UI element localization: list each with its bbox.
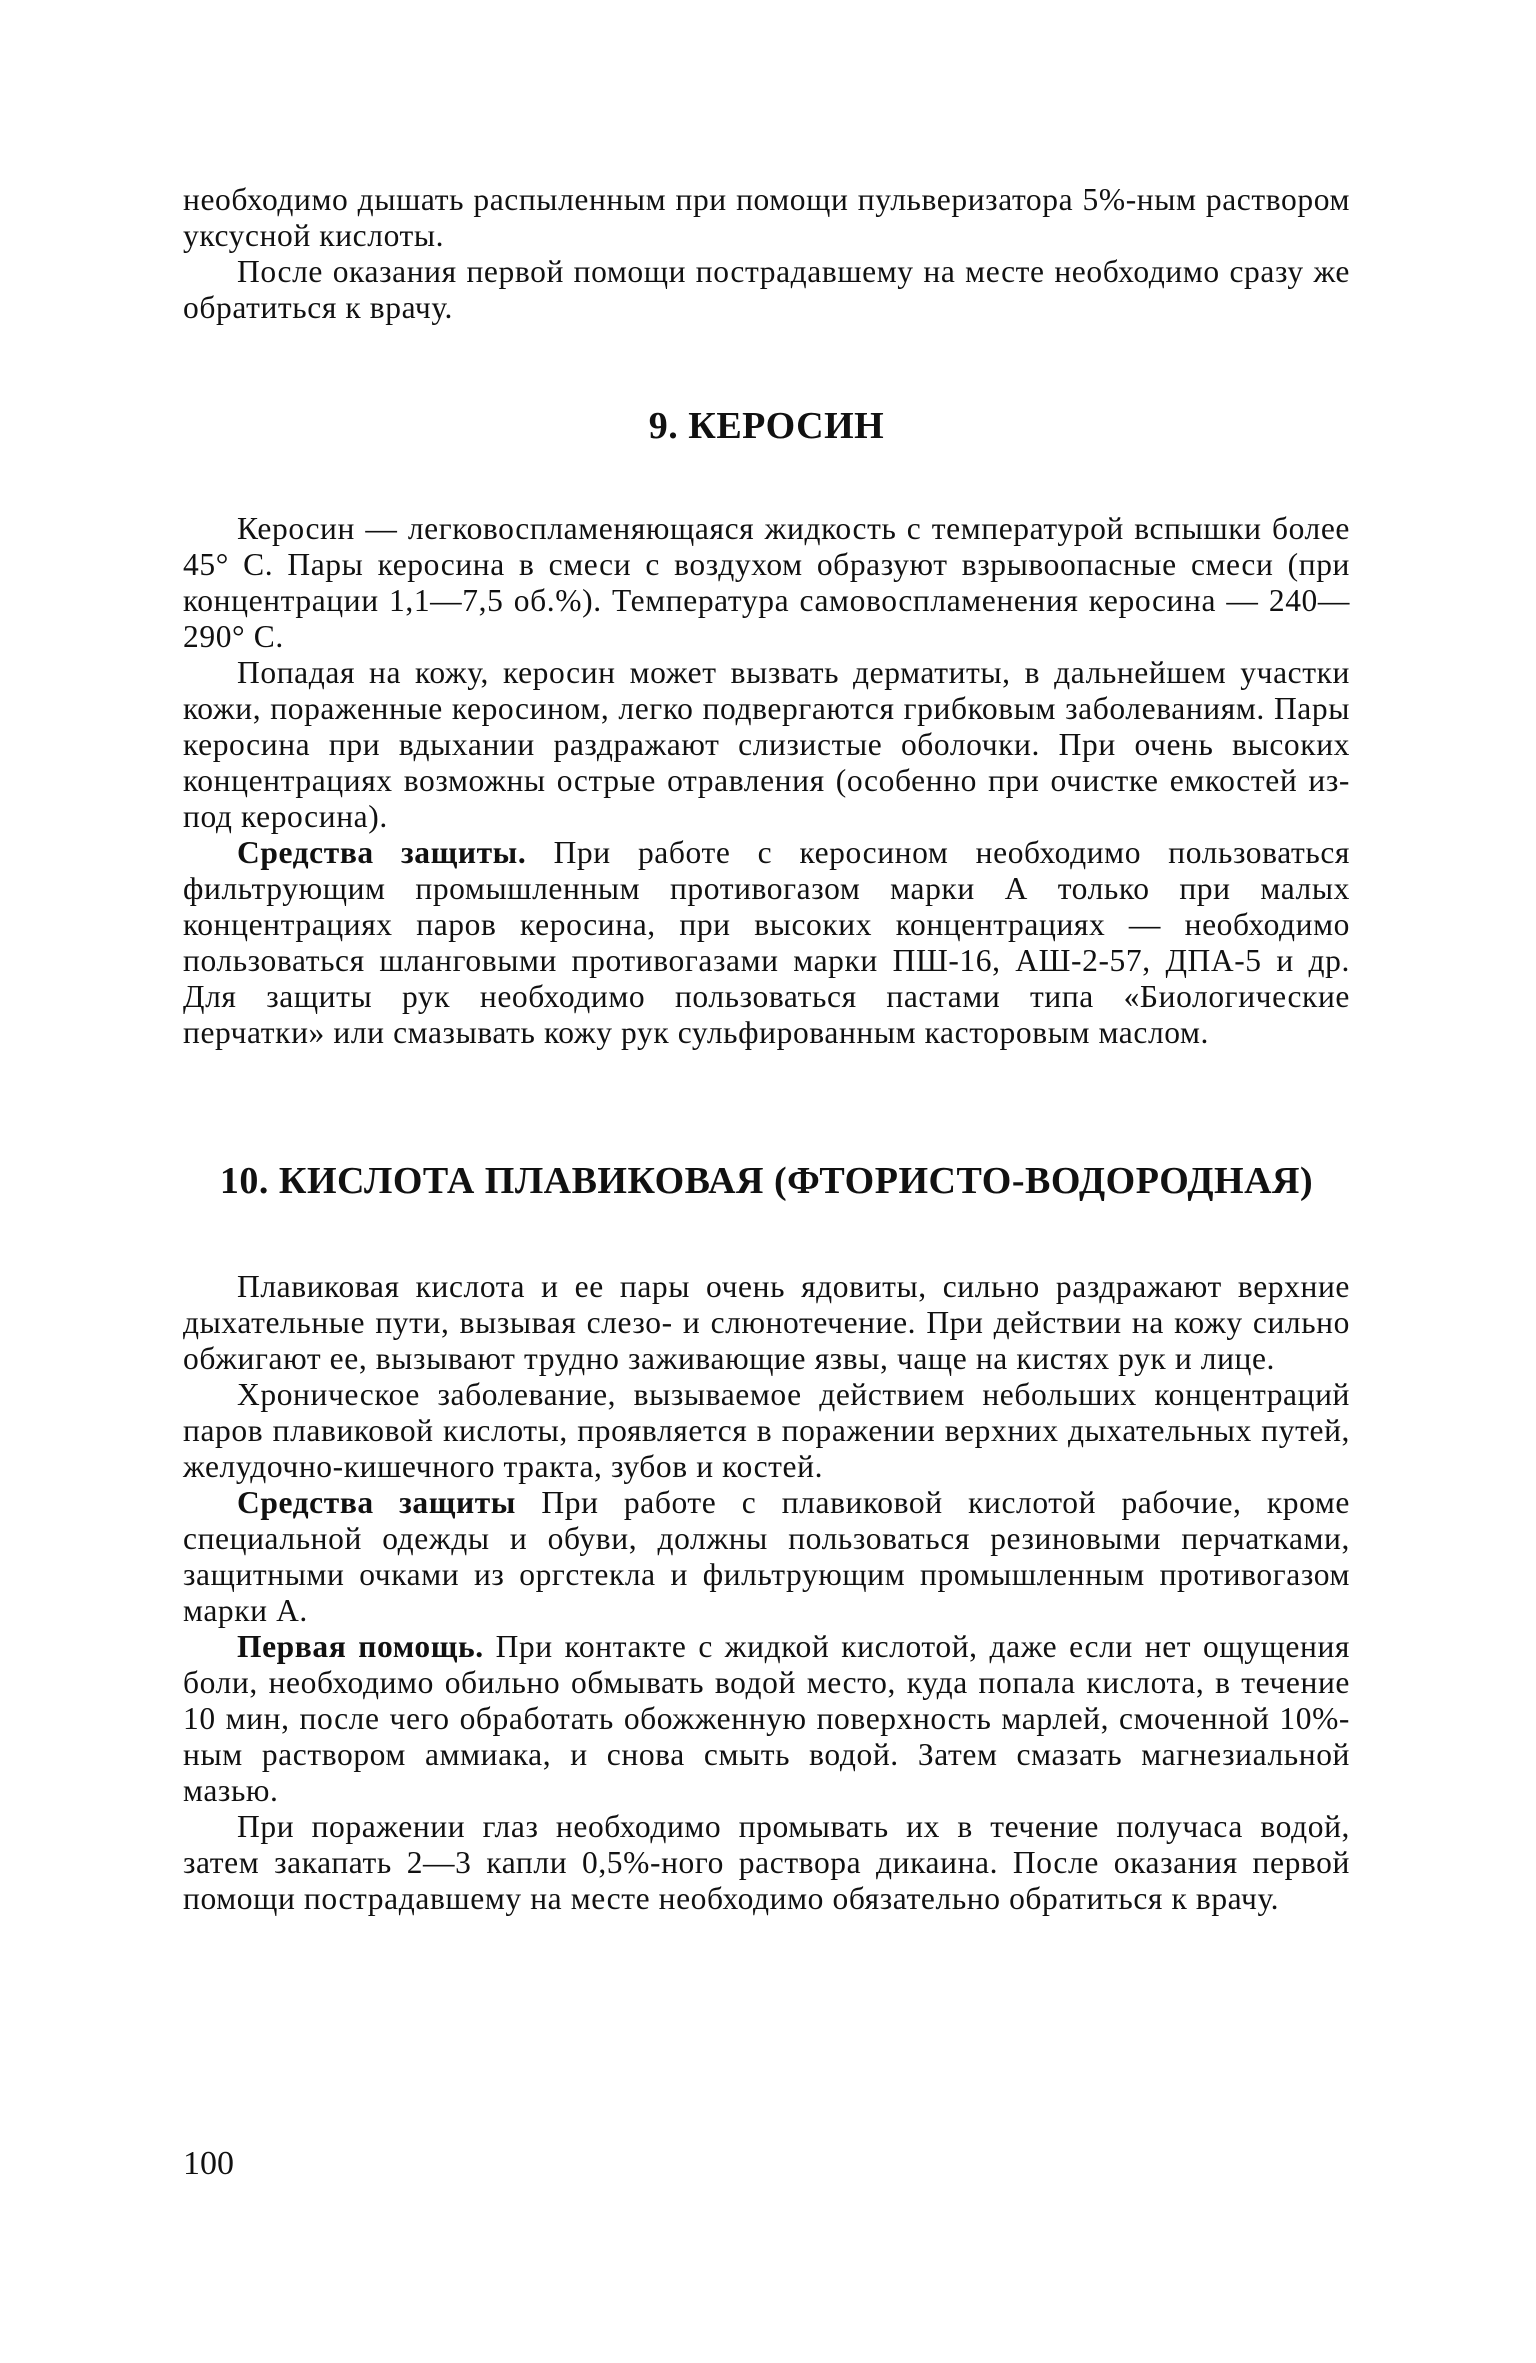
section-10-paragraph-5: При поражении глаз необходимо промывать их в течение получаса водой, затем закапать 2—3 капли 0,5%-ного раствора дикаина. После оказания первой помощи пострадавшему на месте необходимо обязательно обратиться к врачу. — [183, 1809, 1350, 1916]
section-10-protection-body: При работе с плавиковой кислотой рабочие, кроме специальной одежды и обуви, должны пользоваться резиновыми перчатками, защитными очками из оргстекла и фильтрующим промышленным противогазом марки А. — [183, 1485, 1351, 1628]
intro-paragraph-2: После оказания первой помощи пострадавшему на месте необходимо сразу же обратиться к врачу. — [183, 254, 1350, 325]
section-10-paragraph-2: Хроническое заболевание, вызываемое действием небольших концентраций паров плавиковой кислоты, проявляется в поражении верхних дыхательных путей, желудочно-кишечного тракта, зубов и костей. — [183, 1377, 1350, 1484]
intro-paragraph-1: необходимо дышать распыленным при помощи пульверизатора 5%-ным раствором уксусной кислоты. — [183, 182, 1350, 253]
section-9-protection-body: При работе с керосином необходимо пользоваться фильтрующим промышленным противогазом марки А только при малых концентрациях паров керосина, при высоких концентрациях — необходимо пользоваться шланговыми противогазами марки ПШ-16, АШ-2-57, ДПА-5 и др. Для защиты рук необходимо пользоваться пастами типа «Биологические перчатки» или смазывать кожу рук сульфированным касторовым маслом. — [183, 835, 1350, 1050]
section-10-first-aid-body: При контакте с жидкой кислотой, даже если нет ощущения боли, необходимо обильно обмывать водой место, куда попала кислота, в течение 10 мин, после чего обработать обожженную поверхность марлей, смоченной 10%-ным раствором аммиака, и снова смыть водой. Затем смазать магнезиальной мазью. — [183, 1629, 1351, 1808]
section-10-protection-lead: Средства защиты — [237, 1485, 516, 1520]
section-10-paragraph-1: Плавиковая кислота и ее пары очень ядовиты, сильно раздражают верхние дыхательные пути, вызывая слезо- и слюнотечение. При действии на кожу сильно обжигают ее, вызывают трудно заживающие язвы, чаще на кистях рук и лице. — [183, 1269, 1350, 1376]
section-9-paragraph-2: Попадая на кожу, керосин может вызвать дерматиты, в дальнейшем участки кожи, пораженные керосином, легко подвергаются грибковым заболеваниям. Пары керосина при вдыхании раздражают слизистые оболочки. При очень высоких концентрациях возможны острые отравления (особенно при очистке емкостей из-под керосина). — [183, 655, 1350, 834]
section-9-paragraph-1: Керосин — легковоспламеняющаяся жидкость с температурой вспышки более 45° С. Пары керосина в смеси с воздухом образуют взрывоопасные смеси (при концентрации 1,1—7,5 об.%). Температура самовоспламенения керосина — 240—290° С. — [183, 511, 1350, 654]
section-9-protection-lead: Средства защиты. — [237, 835, 527, 870]
section-10-paragraph-4 — [183, 1629, 1350, 1809]
section-9-paragraph-3 — [183, 835, 1350, 1051]
page-number: 100 — [183, 2145, 234, 2182]
section-10-heading: 10. КИСЛОТА ПЛАВИКОВАЯ (ФТОРИСТО-ВОДОРОДНАЯ) — [219, 1160, 1314, 1202]
section-9-heading: 9. КЕРОСИН — [648, 405, 885, 447]
section-10-paragraph-3 — [183, 1485, 1350, 1629]
page-content — [183, 182, 1350, 1917]
section-10-first-aid-lead: Первая помощь. — [237, 1629, 484, 1664]
